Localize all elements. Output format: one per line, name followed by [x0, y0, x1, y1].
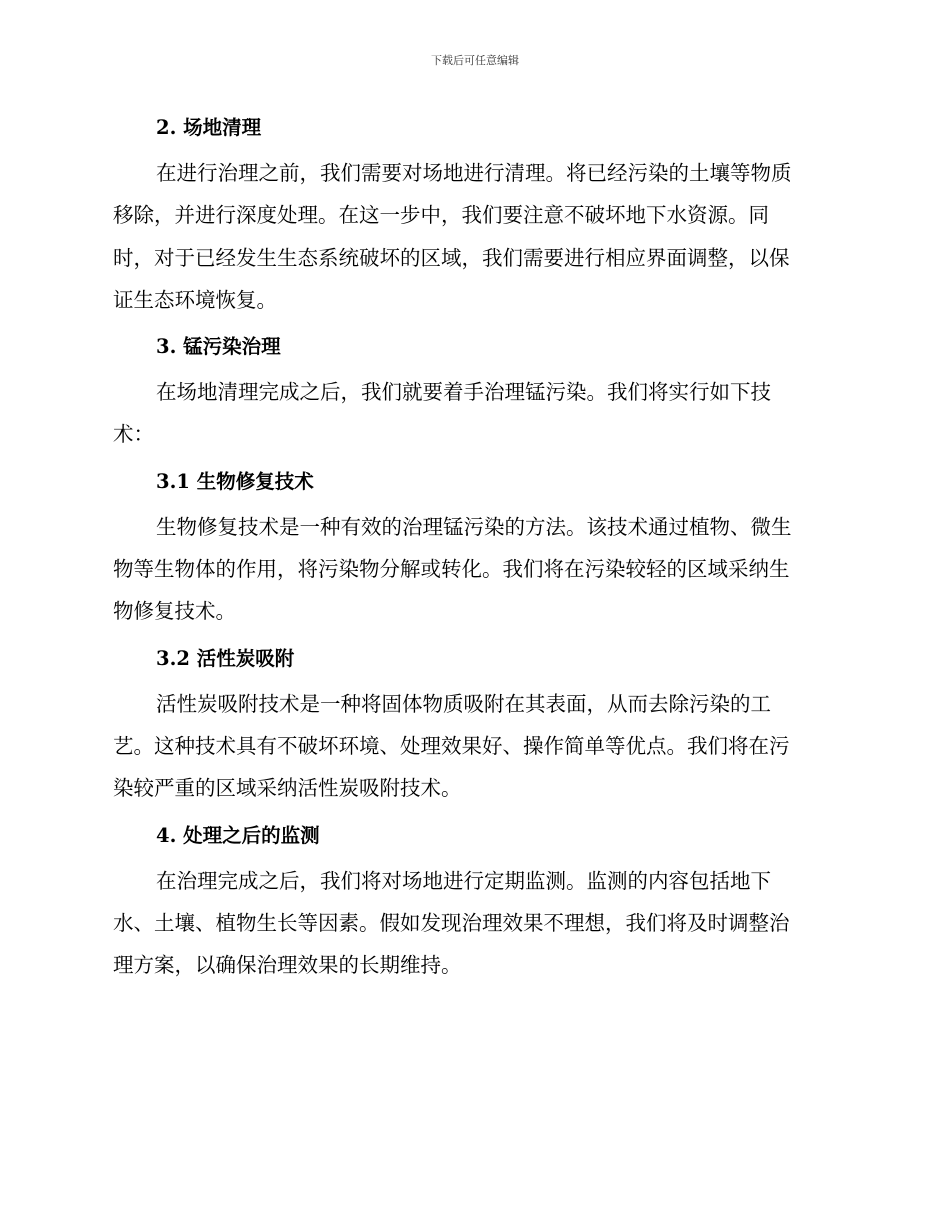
paragraph-line: 活性炭吸附技术是一种将固体物质吸附在其表面，从而去除污染的工	[156, 691, 771, 716]
paragraph-line: 理方案，以确保治理效果的长期维持。	[113, 953, 462, 978]
paragraph-line: 在治理完成之后，我们将对场地进行定期监测。监测的内容包括地下	[156, 868, 771, 893]
page-header: 下载后可任意编辑	[431, 54, 519, 67]
section-heading-bioremediation: 3.1 生物修复技术	[156, 469, 314, 493]
section-heading-activated-carbon: 3.2 活性炭吸附	[156, 646, 295, 670]
section-paragraph-manganese-treatment	[113, 371, 829, 456]
section-paragraph-site-cleanup	[113, 152, 829, 321]
paragraph-line: 物等生物体的作用，将污染物分解或转化。我们将在污染较轻的区域采纳生	[113, 557, 790, 582]
paragraph-line: 证生态环境恢复。	[113, 287, 277, 312]
paragraph-line: 染较严重的区域采纳活性炭吸附技术。	[113, 776, 462, 801]
paragraph-line: 物修复技术。	[113, 599, 236, 624]
paragraph-line: 时，对于已经发生生态系统破坏的区域，我们需要进行相应界面调整，以保	[113, 245, 790, 270]
section-heading-monitoring: 4. 处理之后的监测	[156, 823, 320, 847]
section-paragraph-monitoring	[113, 860, 829, 987]
paragraph-line: 艺。这种技术具有不破坏环境、处理效果好、操作简单等优点。我们将在污	[113, 733, 790, 758]
document-body	[113, 108, 829, 992]
section-heading-manganese-treatment: 3. 锰污染治理	[156, 335, 281, 359]
paragraph-line: 移除，并进行深度处理。在这一步中，我们要注意不破坏地下水资源。同	[113, 203, 769, 228]
paragraph-line: 在进行治理之前，我们需要对场地进行清理。将已经污染的土壤等物质	[156, 161, 792, 185]
section-paragraph-activated-carbon	[113, 683, 829, 810]
paragraph-line: 生物修复技术是一种有效的治理锰污染的方法。该技术通过植物、微生	[156, 514, 792, 539]
paragraph-line: 水、土壤、植物生长等因素。假如发现治理效果不理想，我们将及时调整治	[113, 910, 790, 935]
paragraph-line: 术：	[113, 422, 154, 447]
section-heading-site-cleanup: 2. 场地清理	[156, 116, 262, 139]
paragraph-line: 在场地清理完成之后，我们就要着手治理锰污染。我们将实行如下技	[156, 380, 771, 405]
section-paragraph-bioremediation	[113, 506, 829, 633]
